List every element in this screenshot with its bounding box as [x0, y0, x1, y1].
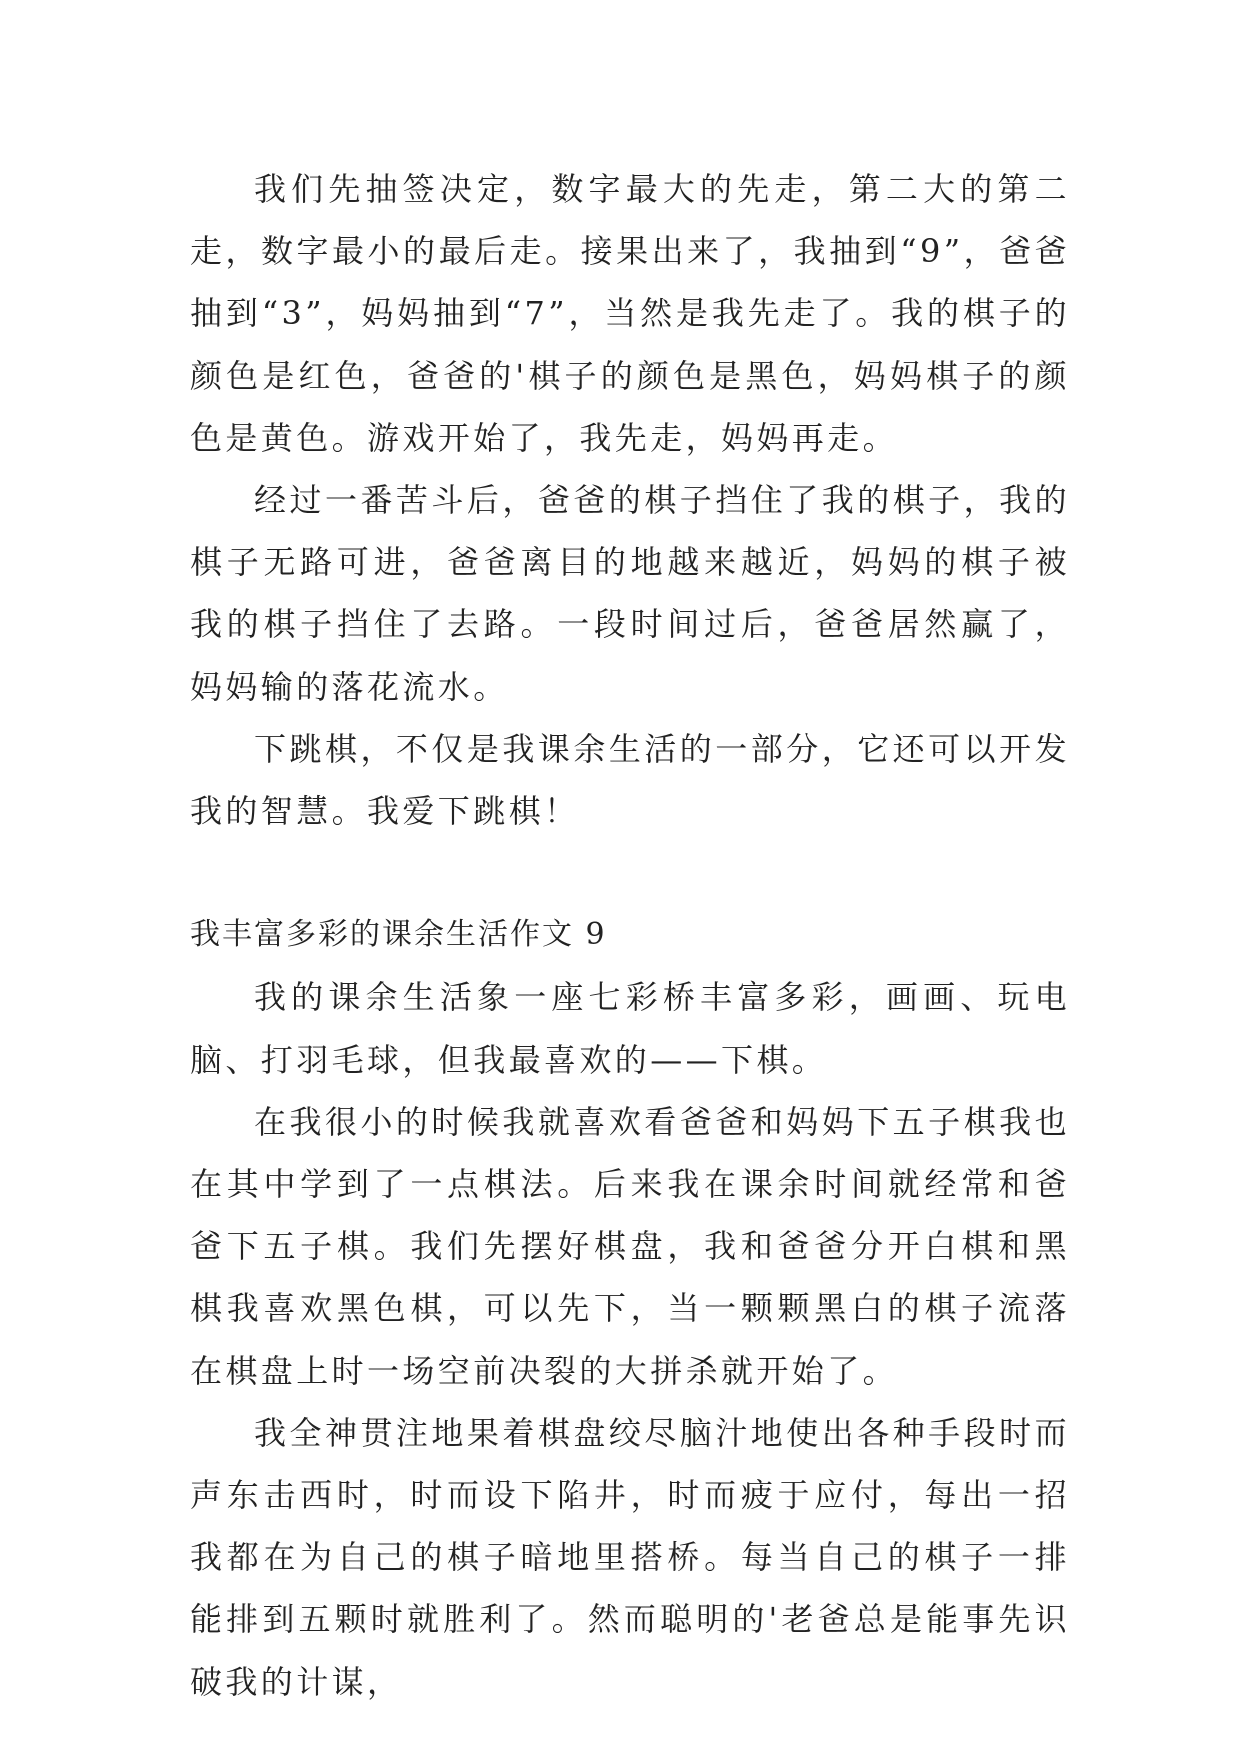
article-title: 我丰富多彩的课余生活作文 9: [190, 917, 607, 953]
paragraph-learning-gomoku: 在我很小的时候我就喜欢看爸爸和妈妈下五子棋我也在其中学到了一点棋法。后来我在课余时间就经常和爸爸下五子棋。我们先摆好棋盘，我和爸爸分开白棋和黑棋我喜欢黑色棋，可以先下，当一颗颗黑白的棋子流落在棋盘上时一场空前决裂的大拼杀就开始了。: [190, 1102, 1070, 1390]
document-body: [190, 158, 1070, 1713]
section-gap: [190, 842, 1070, 904]
paragraph-conclusion: 下跳棋，不仅是我课余生活的一部分，它还可以开发我的智慧。我爱下跳棋！: [190, 729, 1070, 831]
paragraph-intro: 我的课余生活象一座七彩桥丰富多彩，画画、玩电脑、打羽毛球，但我最喜欢的——下棋。: [190, 978, 1070, 1079]
paragraph-struggle: 经过一番苦斗后，爸爸的棋子挡住了我的棋子，我的棋子无路可进，爸爸离目的地越来越近，妈妈的棋子被我的棋子挡住了去路。一段时间过后，爸爸居然赢了，妈妈输的落花流水。: [190, 481, 1070, 706]
paragraph-drawing-lots: 我们先抽签决定，数字最大的先走，第二大的第二走，数字最小的最后走。接果出来了，我抽到“9”，爸爸抽到“3”，妈妈抽到“7”，当然是我先走了。我的棋子的颜色是红色，爸爸的'棋子的颜色是黑色，妈妈棋子的颜色是黄色。游戏开始了，我先走，妈妈再走。: [190, 170, 1070, 457]
paragraph-strategy: 我全神贯注地果着棋盘绞尽脑汁地使出各种手段时而声东击西时，时而设下陷井，时而疲于应付，每出一招我都在为自己的棋子暗地里搭桥。每当自己的棋子一排能排到五颗时就胜利了。然而聪明的'老爸总是能事先识破我的计谋，: [190, 1413, 1070, 1701]
